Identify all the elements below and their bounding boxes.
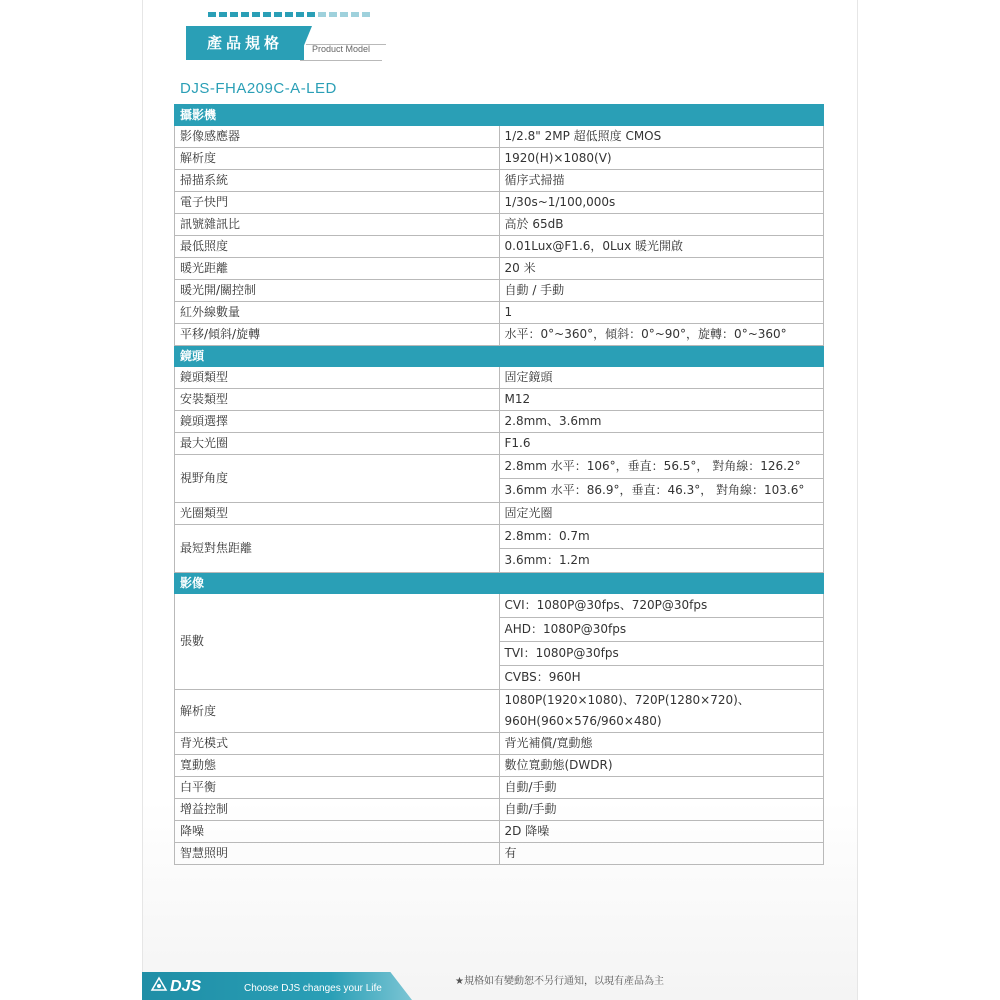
table-row: [175, 411, 824, 433]
spec-value: 2D 降噪: [499, 821, 824, 843]
spec-key: 最低照度: [175, 236, 500, 258]
spec-value: 循序式掃描: [499, 170, 824, 192]
table-row: [175, 126, 824, 148]
spec-key: 暖光開/關控制: [175, 280, 500, 302]
page-subtitle: Product Model: [312, 44, 371, 54]
section-title: 鏡頭: [175, 346, 824, 367]
spec-value: TVI：1080P@30fps: [499, 642, 824, 666]
spec-key: 鏡頭類型: [175, 367, 500, 389]
table-row: [175, 690, 824, 733]
spec-key: 掃描系統: [175, 170, 500, 192]
spec-value: 0.01Lux@F1.6，0Lux 暖光開啟: [499, 236, 824, 258]
spec-key: 智慧照明: [175, 843, 500, 865]
spec-value: AHD：1080P@30fps: [499, 618, 824, 642]
spec-key: 平移/傾斜/旋轉: [175, 324, 500, 346]
spec-value: 1/2.8" 2MP 超低照度 CMOS: [499, 126, 824, 148]
spec-value: 1920(H)×1080(V): [499, 148, 824, 170]
section-title: 影像: [175, 573, 824, 594]
table-row: [175, 367, 824, 389]
table-row: [175, 389, 824, 411]
spec-value: 2.8mm：0.7m: [499, 525, 824, 549]
page-title: 產品規格: [186, 26, 304, 60]
section-header-lens: [175, 346, 824, 367]
spec-value: 自動/手動: [499, 799, 824, 821]
table-row: [175, 821, 824, 843]
table-row: [175, 258, 824, 280]
table-row: [175, 236, 824, 258]
spec-value: 2.8mm、3.6mm: [499, 411, 824, 433]
table-row: [175, 433, 824, 455]
spec-value: 20 米: [499, 258, 824, 280]
table-row: [175, 170, 824, 192]
model-number: DJS-FHA209C-A-LED: [180, 80, 337, 97]
spec-key: 鏡頭選擇: [175, 411, 500, 433]
section-title: 攝影機: [175, 105, 824, 126]
spec-value: 固定鏡頭: [499, 367, 824, 389]
table-row: [175, 594, 824, 618]
spec-value: 3.6mm 水平：86.9°，垂直：46.3°， 對角線：103.6°: [499, 479, 824, 503]
table-row: [175, 799, 824, 821]
table-row: [175, 503, 824, 525]
header-decoration: [208, 12, 370, 17]
table-row: [175, 843, 824, 865]
spec-key: 訊號雜訊比: [175, 214, 500, 236]
footer-note: ★規格如有變動恕不另行通知，以現有產品為主: [455, 976, 664, 987]
spec-key: 最大光圈: [175, 433, 500, 455]
spec-key: 白平衡: [175, 777, 500, 799]
spec-value: 有: [499, 843, 824, 865]
header-rule-bottom: [300, 60, 382, 61]
spec-value: F1.6: [499, 433, 824, 455]
table-row: [175, 755, 824, 777]
table-row: [175, 302, 824, 324]
spec-key: 張數: [175, 594, 500, 690]
spec-value: 1/30s~1/100,000s: [499, 192, 824, 214]
spec-value: 自動 / 手動: [499, 280, 824, 302]
spec-key: 最短對焦距離: [175, 525, 500, 573]
spec-value: 固定光圈: [499, 503, 824, 525]
spec-table: [174, 104, 824, 865]
table-row: [175, 324, 824, 346]
spec-key: 影像感應器: [175, 126, 500, 148]
section-header-camera: [175, 105, 824, 126]
spec-value: 高於 65dB: [499, 214, 824, 236]
spec-key: 解析度: [175, 690, 500, 733]
spec-value: 背光補償/寬動態: [499, 733, 824, 755]
spec-value: 1080P(1920×1080)、720P(1280×720)、960H(960×576/960×480): [499, 690, 824, 733]
spec-value: CVBS：960H: [499, 666, 824, 690]
spec-key: 視野角度: [175, 455, 500, 503]
spec-key: 電子快門: [175, 192, 500, 214]
spec-key: 光圈類型: [175, 503, 500, 525]
table-row: [175, 733, 824, 755]
header-slash-decoration: [298, 26, 312, 60]
table-row: [175, 455, 824, 479]
djs-logo-icon: [150, 976, 168, 994]
spec-value: M12: [499, 389, 824, 411]
spec-value: 數位寬動態(DWDR): [499, 755, 824, 777]
spec-value: 3.6mm：1.2m: [499, 549, 824, 573]
spec-value: 水平：0°~360°，傾斜：0°~90°，旋轉：0°~360°: [499, 324, 824, 346]
table-row: [175, 148, 824, 170]
footer-tagline: Choose DJS changes your Life: [244, 983, 382, 994]
table-row: [175, 192, 824, 214]
spec-key: 寬動態: [175, 755, 500, 777]
table-row: [175, 280, 824, 302]
spec-key: 解析度: [175, 148, 500, 170]
spec-key: 背光模式: [175, 733, 500, 755]
table-row: [175, 214, 824, 236]
section-header-image: [175, 573, 824, 594]
spec-value: 自動/手動: [499, 777, 824, 799]
table-row: [175, 525, 824, 549]
spec-value: 2.8mm 水平：106°，垂直：56.5°， 對角線：126.2°: [499, 455, 824, 479]
footer-logo: DJS: [170, 978, 202, 995]
table-row: [175, 777, 824, 799]
spec-key: 紅外線數量: [175, 302, 500, 324]
spec-value: 1: [499, 302, 824, 324]
spec-key: 安裝類型: [175, 389, 500, 411]
spec-key: 增益控制: [175, 799, 500, 821]
spec-value: CVI：1080P@30fps、720P@30fps: [499, 594, 824, 618]
spec-key: 降噪: [175, 821, 500, 843]
spec-key: 暖光距離: [175, 258, 500, 280]
